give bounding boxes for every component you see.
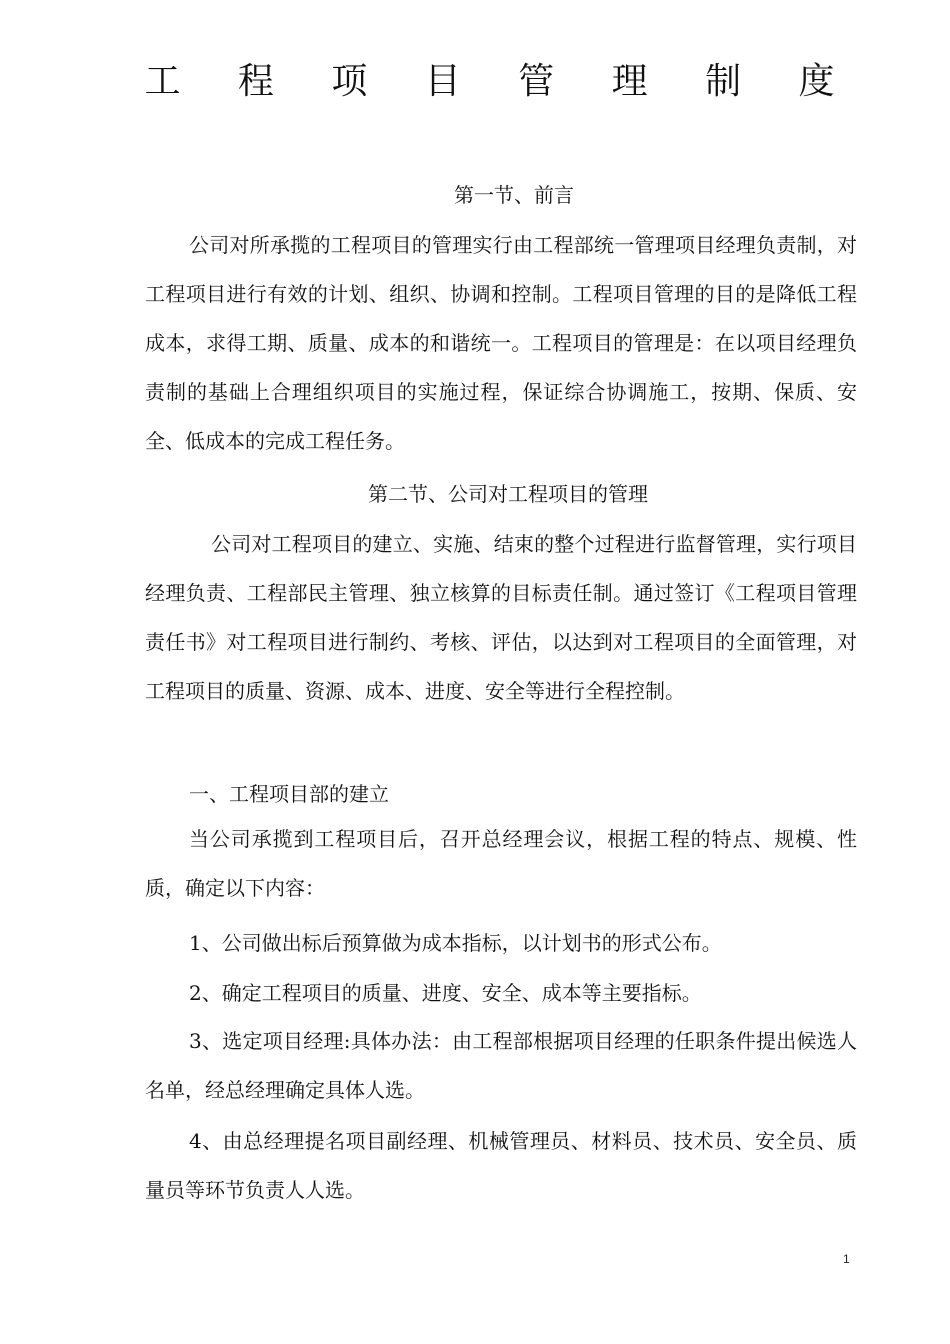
list-item: 3、选定项目经理:具体办法：由工程部根据项目经理的任职条件提出候选人名单，经总经理确定具体人选。 [145,1029,857,1102]
page-number: 1 [843,1252,850,1266]
section-heading-company-management: 第二节、公司对工程项目的管理 [368,482,648,506]
document-title: 工 程 项 目 管 理 制 度 [144,61,858,102]
list-item: 2、确定工程项目的质量、进度、安全、成本等主要指标。 [189,981,702,1005]
list-item: 1、公司做出标后预算做为成本指标，以计划书的形式公布。 [189,931,722,955]
setup-intro-paragraph: 当公司承揽到工程项目后，召开总经理会议，根据工程的特点、规模、性质，确定以下内容： [145,827,857,900]
subsection-heading-project-setup: 一、工程项目部的建立 [189,782,389,806]
management-paragraph: 公司对工程项目的建立、实施、结束的整个过程进行监督管理，实行项目经理负责、工程部民主管理、独立核算的目标责任制。通过签订《工程项目管理责任书》对工程项目进行制约、考核、评估，以达到对工程项目的全面管理，对工程项目的质量、资源、成本、进度、安全等进行全程控制。 [145,532,857,703]
list-item: 4、由总经理提名项目副经理、机械管理员、材料员、技术员、安全员、质量员等环节负责人人选。 [145,1129,857,1202]
preface-paragraph: 公司对所承揽的工程项目的管理实行由工程部统一管理项目经理负责制，对工程项目进行有效的计划、组织、协调和控制。工程项目管理的目的是降低工程成本，求得工期、质量、成本的和谐统一。工程项目的管理是：在以项目经理负责制的基础上合理组织项目的实施过程，保证综合协调施工，按期、保质、安全、低成本的完成工程任务。 [145,233,857,453]
section-heading-preface: 第一节、前言 [454,183,574,207]
